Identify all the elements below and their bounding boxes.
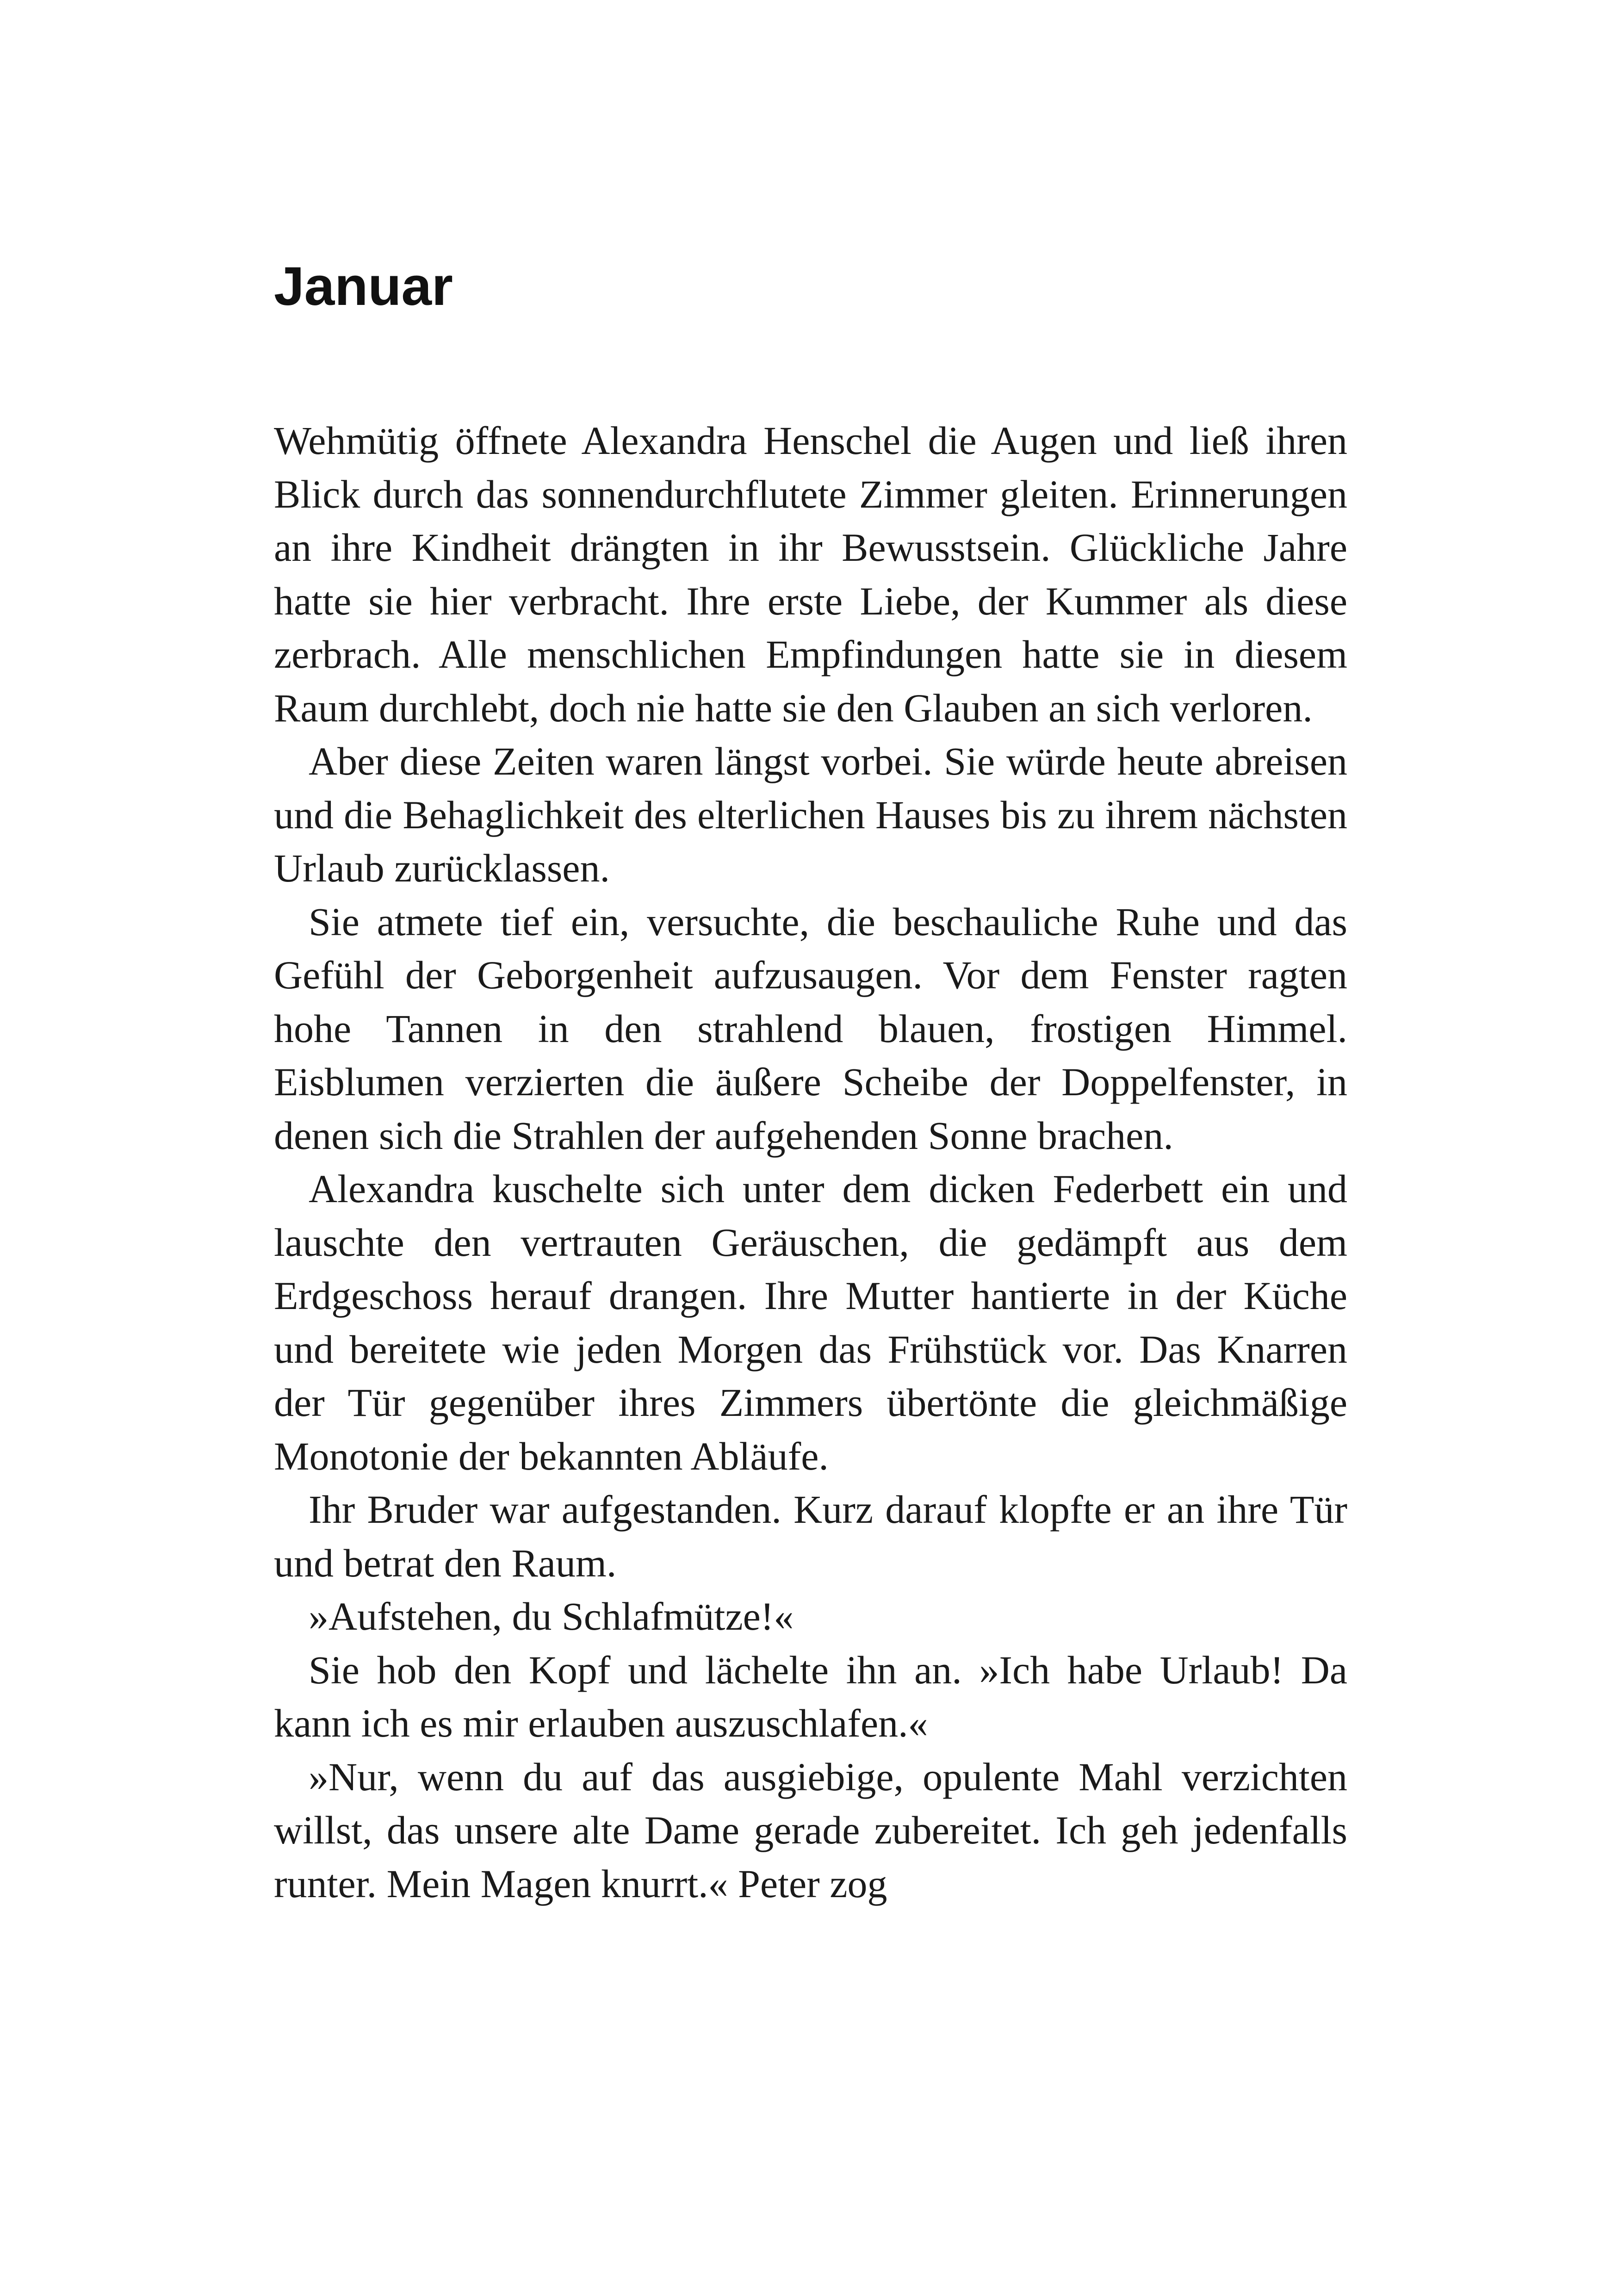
body-text bbox=[274, 414, 1347, 1911]
paragraph: Aber diese Zeiten waren längst vorbei. Sie würde heute abreisen und die Behaglichkeit des elterlichen Hauses bis zu ihrem nächsten Urlaub zurücklassen. bbox=[274, 739, 1347, 890]
paragraph: Wehmütig öffnete Alexandra Henschel die Augen und ließ ihren Blick durch das sonnendurchflutete Zimmer gleiten. Erinnerungen an ihre Kindheit drängten in ihr Bewusstsein. Glückliche Jahre hatte sie hier verbracht. Ihre erste Liebe, der Kummer als diese zerbrach. Alle menschlichen Empfindungen hatte sie in diesem Raum durchlebt, doch nie hatte sie den Glauben an sich verloren. bbox=[274, 418, 1347, 730]
paragraph: Sie atmete tief ein, versuchte, die beschauliche Ruhe und das Gefühl der Geborgenheit aufzusaugen. Vor dem Fenster ragten hohe Tannen in den strahlend blauen, frostigen Himmel. Eisblumen verzierten die äußere Scheibe der Doppelfenster, in denen sich die Strahlen der aufgehenden Sonne brachen. bbox=[274, 899, 1347, 1158]
chapter-title: Januar bbox=[274, 256, 453, 317]
paragraph: Alexandra kuschelte sich unter dem dicken Federbett ein und lauschte den vertrauten Geräuschen, die gedämpft aus dem Erdgeschoss herauf drangen. Ihre Mutter hantierte in der Küche und bereitete wie jeden Morgen das Frühstück vor. Das Knarren der Tür gegenüber ihres Zimmers übertönte die gleichmäßige Monotonie der bekannten Abläufe. bbox=[274, 1167, 1347, 1478]
paragraph: Sie hob den Kopf und lächelte ihn an. »Ich habe Urlaub! Da kann ich es mir erlauben auszuschlafen.« bbox=[274, 1647, 1347, 1745]
paragraph: »Aufstehen, du Schlafmütze!« bbox=[309, 1594, 794, 1638]
paragraph: »Nur, wenn du auf das ausgiebige, opulente Mahl verzichten willst, das unsere alte Dame gerade zubereitet. Ich geh jedenfalls runter. Mein Magen knurrt.« Peter zog bbox=[274, 1754, 1347, 1906]
paragraph: Ihr Bruder war aufgestanden. Kurz darauf klopfte er an ihre Tür und betrat den Raum. bbox=[274, 1487, 1347, 1585]
